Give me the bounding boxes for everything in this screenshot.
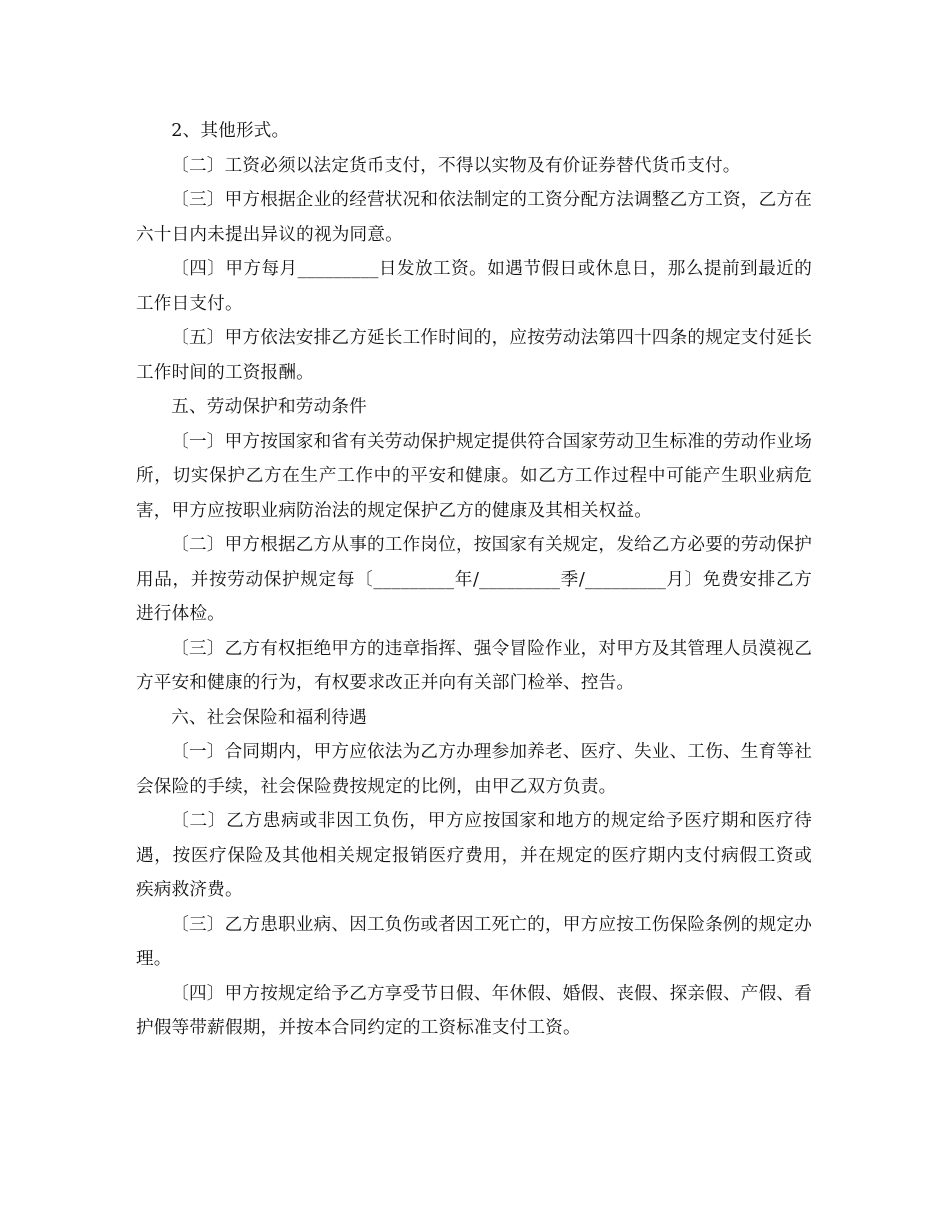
- paragraph-overtime-pay: 〔五〕甲方依法安排乙方延长工作时间的，应按劳动法第四十四条的规定支付延长工作时间的工资报酬。: [136, 328, 812, 383]
- paragraph-other-forms: 2、其他形式。: [171, 121, 290, 141]
- document-body: [136, 114, 812, 1046]
- paragraph-workplace-safety: 〔一〕甲方按国家和省有关劳动保护规定提供符合国家劳动卫生标准的劳动作业场所，切实保护乙方在生产工作中的平安和健康。如乙方工作过程中可能产生职业病危害，甲方应按职业病防治法的规定保护乙方的健康及其相关权益。: [136, 431, 812, 521]
- paragraph-wage-adjustment: 〔三〕甲方根据企业的经营状况和依法制定的工资分配方法调整乙方工资，乙方在六十日内未提出异议的视为同意。: [136, 190, 812, 245]
- paragraph-right-to-refuse: 〔三〕乙方有权拒绝甲方的违章指挥、强令冒险作业，对甲方及其管理人员漠视乙方平安和健康的行为，有权要求改正并向有关部门检举、控告。: [136, 638, 812, 693]
- section-heading-social-insurance: 六、社会保险和福利待遇: [171, 707, 367, 728]
- paragraph-sick-leave: 〔二〕乙方患病或非因工负伤，甲方应按国家和地方的规定给予医疗期和医疗待遇，按医疗保险及其他相关规定报销医疗费用，并在规定的医疗期内支付病假工资或疾病救济费。: [136, 811, 812, 900]
- paragraph-wage-currency: 〔二〕工资必须以法定货币支付，不得以实物及有价证券替代货币支付。: [171, 155, 741, 176]
- paragraph-work-injury: 〔三〕乙方患职业病、因工负伤或者因工死亡的，甲方应按工伤保险条例的规定办理。: [136, 914, 812, 969]
- section-heading-labor-protection: 五、劳动保护和劳动条件: [171, 397, 367, 417]
- paragraph-protective-equipment: 〔二〕甲方根据乙方从事的工作岗位，按国家有关规定，发给乙方必要的劳动保护用品，并按劳动保护规定每〔_________年/_________季/_________月〕免费安排乙方进行体检。: [136, 535, 812, 624]
- paragraph-pay-day: 〔四〕甲方每月_________日发放工资。如遇节假日或休息日，那么提前到最近的工作日支付。: [136, 259, 812, 314]
- paragraph-social-insurance: 〔一〕合同期内，甲方应依法为乙方办理参加养老、医疗、失业、工伤、生育等社会保险的手续，社会保险费按规定的比例，由甲乙双方负责。: [136, 742, 812, 797]
- paragraph-paid-leave: 〔四〕甲方按规定给予乙方享受节日假、年休假、婚假、丧假、探亲假、产假、看护假等带薪假期，并按本合同约定的工资标准支付工资。: [136, 983, 812, 1038]
